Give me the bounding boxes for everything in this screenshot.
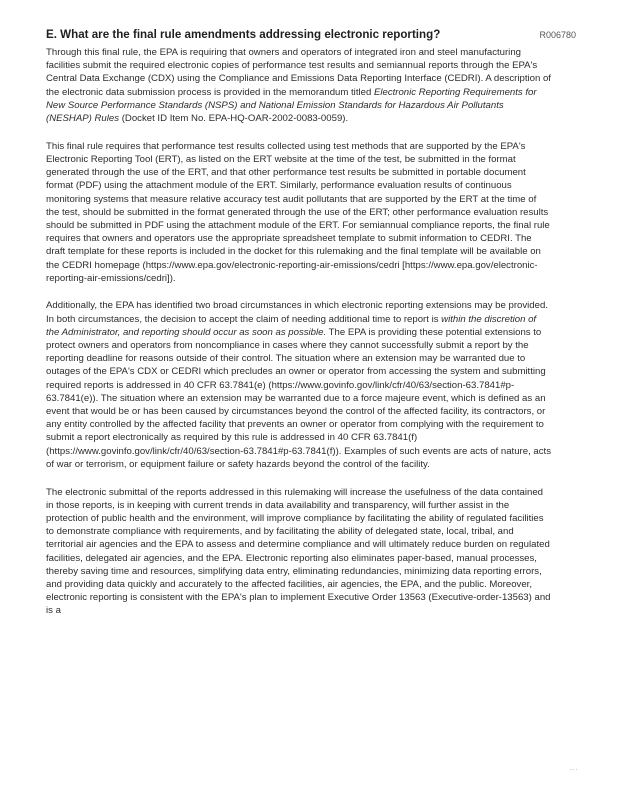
paragraph-reporting-extensions <box>46 299 552 471</box>
body-text <box>46 46 552 618</box>
paragraph-text: Additionally, the EPA has identified two broad circumstances in which electronic reporting extensions may be provided. In both circumstances, the decision to accept the claim of needing additional time to report is <box>46 300 548 325</box>
page-identifier: R006780 <box>539 30 576 40</box>
paragraph-text: The electronic submittal of the reports addressed in this rulemaking will increase the usefulness of the data contained in those reports, is in keeping with current trends in data availability and transparency, will further assist in the protection of public health and the environment, will improve compliance by facilitating the ability of regulated facilities to demonstrate compliance with requirements, and by facilitating the ability of delegated state, local, tribal, and territorial air agencies and the EPA to assess and determine compliance and will ultimately reduce burden on regulated facilities, delegated air agencies, and the EPA. Electronic reporting also eliminates paper-based, manual processes, thereby saving time and resources, simplifying data entry, eliminating redundancies, minimizing data reporting errors, and providing data quickly and accurately to the affected facilities, air agencies, the EPA, and the public. Moreover, electronic reporting is consistent with the EPA's plan to implement Executive Order 13563 (Executive-order-13563) and is a <box>46 486 551 617</box>
paragraph-ert-requirements <box>46 140 552 285</box>
paragraph-benefits <box>46 486 552 618</box>
paragraph-text: (Docket ID Item No. EPA-HQ-OAR-2002-0083-0059). <box>119 113 349 125</box>
paragraph-text: The EPA is providing these potential extensions to protect owners and operators from noncompliance in cases where they cannot successfully submit a report by the reporting deadline for reasons outside of their control. The situation where an extension may be warranted due to outages of the EPA's CDX or CEDRI which precludes an owner or operator from accessing the system and submitting required reports is addressed in 40 CFR 63.7841(e) (https://www.govinfo.gov/link/cfr/40/63/section-63.7841#p-63.7841(e)). The situation where an extension may be warranted due to a force majeure event, which is defined as an event that would be or has been caused by circumstances beyond the control of the affected facility, its contractors, or any entity controlled by the affected facility that prevents an owner or operator from complying with the requirement to submit a report electronically as required by this rule is addressed in 40 CFR 63.7841(f) (https://www.govinfo.gov/link/cfr/40/63/section-63.7841#p-63.7841(f)). Examples of such events are acts of nature, acts of war or terrorism, or equipment failure or safety hazards beyond the control of the facility. <box>46 326 552 470</box>
paragraph-text: Through this final rule, the EPA is requiring that owners and operators of integrated iron and steel manufacturing facilities submit the required electronic copies of performance test results and semiannual reports through the EPA's Central Data Exchange (CDX) using the Compliance and Emissions Data Reporting Interface (CEDRI). A description of the electronic data submission process is provided in the memorandum titled <box>46 47 551 98</box>
paragraph-text: This final rule requires that performance test results collected using test methods that are supported by the EPA's Electronic Reporting Tool (ERT), as listed on the ERT website at the time of the test, be submitted in the format generated through the use of the ERT, and that other performance test results be submitted in portable document format (PDF) using the attachment module of the ERT. Similarly, performance evaluation results of continuous monitoring systems that measure relative accuracy test audit pollutants that are supported by the ERT at the time of the test, should be submitted in the format generated through the use of the ERT; other performance evaluation results should be submitted in PDF using the attachment module of the ERT. For semiannual compliance reports, the final rule requires that owners and operators use the appropriate spreadsheet template to submit information to CEDRI. The draft template for these reports is included in the docket for this rulemaking and the final template will be available on the CEDRI homepage (https://www.epa.gov/electronic-reporting-air-emissions/cedri [https://www.epa.gov/electronic-reporting-air-emissions/cedri]). <box>46 140 550 284</box>
memorandum-title: Electronic Reporting Requirements for New Source Performance Standards (NSPS) and National Emission Standards for Hazardous Air Pollutants (NESHAP) Rules <box>46 86 537 125</box>
paragraph-electronic-submission <box>46 46 552 125</box>
section-heading: E. What are the final rule amendments addressing electronic reporting? <box>46 28 441 41</box>
administrator-discretion-text: within the discretion of the Administrator, and reporting should occur as soon as possible. <box>46 313 537 338</box>
footer-mark: ... <box>569 763 578 772</box>
